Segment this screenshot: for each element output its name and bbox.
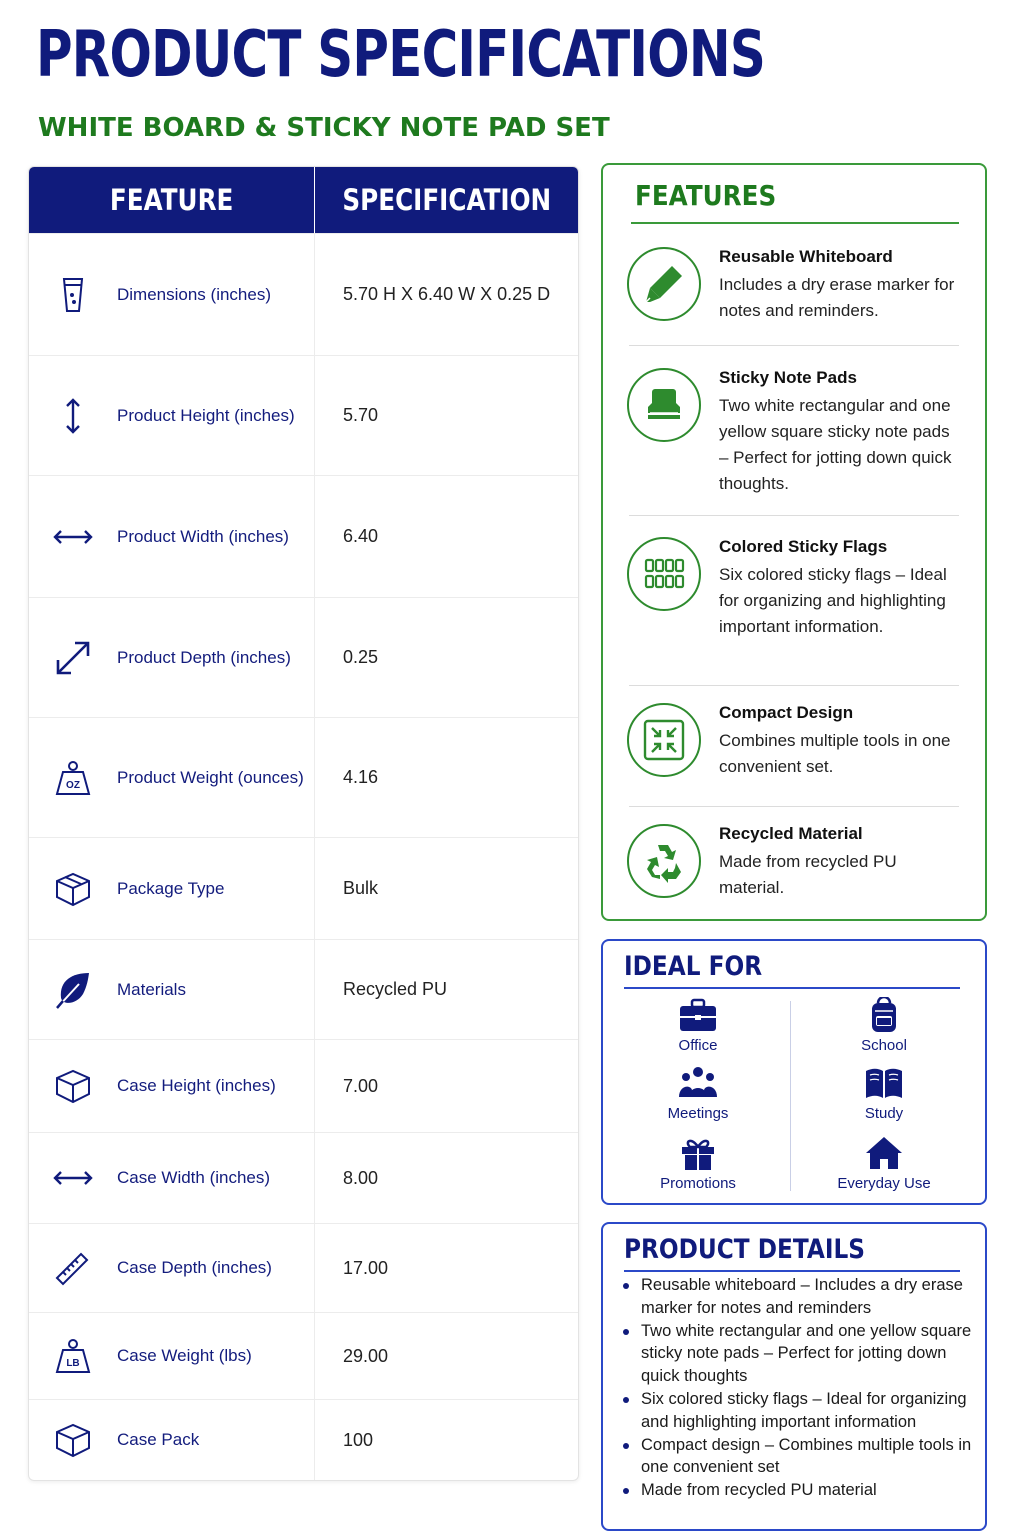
page-subtitle: WHITE BOARD & STICKY NOTE PAD SET bbox=[38, 113, 610, 143]
table-row bbox=[29, 717, 578, 837]
spec-value: 0.25 bbox=[343, 647, 379, 667]
list-item: Compact design – Combines multiple tools in one convenient set bbox=[621, 1434, 973, 1480]
feature-desc: Includes a dry erase marker for notes and reminders. bbox=[719, 275, 955, 320]
spec-table-header bbox=[29, 167, 578, 233]
spec-table bbox=[28, 166, 579, 1481]
feature-title: Recycled Material bbox=[719, 824, 863, 843]
use-label: Office bbox=[678, 1037, 718, 1054]
table-row bbox=[29, 475, 578, 597]
page-title: PRODUCT SPECIFICATIONS bbox=[36, 18, 766, 92]
list-item: Six colored sticky flags – Ideal for organizing and highlighting important information bbox=[621, 1388, 973, 1434]
feature-desc: Combines multiple tools in one convenient set. bbox=[719, 731, 951, 776]
spec-label: Package Type bbox=[117, 878, 225, 898]
svg-text:LB: LB bbox=[66, 1358, 80, 1369]
box-icon bbox=[29, 1420, 117, 1460]
gift-icon bbox=[678, 1135, 718, 1171]
spec-label: Case Weight (lbs) bbox=[117, 1346, 252, 1365]
divider bbox=[631, 222, 959, 224]
specification-column-header: SPECIFICATION bbox=[342, 183, 551, 217]
feature-title: Reusable Whiteboard bbox=[719, 247, 893, 266]
feature-item bbox=[627, 368, 959, 497]
spec-label: Case Width (inches) bbox=[117, 1168, 271, 1187]
spec-value: 4.16 bbox=[343, 767, 379, 787]
table-row bbox=[29, 1399, 578, 1480]
feature-desc: Made from recycled PU material. bbox=[719, 852, 897, 897]
table-row bbox=[29, 1312, 578, 1399]
spec-label: Product Weight (ounces) bbox=[117, 767, 304, 787]
spec-value: Bulk bbox=[343, 878, 379, 898]
table-row bbox=[29, 355, 578, 475]
product-details-list bbox=[621, 1274, 973, 1502]
spec-value: Recycled PU bbox=[343, 979, 448, 999]
feature-title: Sticky Note Pads bbox=[719, 368, 857, 387]
feature-title: Compact Design bbox=[719, 703, 854, 722]
people-icon bbox=[678, 1065, 718, 1101]
spec-label: Product Height (inches) bbox=[117, 405, 295, 425]
horizontal-arrow-icon bbox=[29, 1158, 117, 1198]
use-item-office bbox=[623, 997, 773, 1055]
product-details-title: PRODUCT DETAILS bbox=[624, 1234, 866, 1265]
feature-item bbox=[627, 703, 959, 780]
ruler-icon bbox=[29, 1248, 117, 1288]
table-row bbox=[29, 939, 578, 1039]
spec-value: 5.70 bbox=[343, 405, 379, 425]
divider bbox=[624, 987, 960, 989]
spec-label: Product Depth (inches) bbox=[117, 647, 291, 667]
divider bbox=[629, 345, 959, 346]
spec-value: 5.70 H X 6.40 W X 0.25 D bbox=[343, 284, 551, 304]
use-item-promotions bbox=[623, 1135, 773, 1193]
compact-arrows-icon bbox=[627, 703, 701, 777]
vertical-arrow-icon bbox=[29, 396, 117, 436]
list-item: Made from recycled PU material bbox=[621, 1479, 973, 1502]
spec-value: 8.00 bbox=[343, 1167, 379, 1188]
table-row bbox=[29, 1039, 578, 1132]
cup-icon bbox=[29, 275, 117, 315]
backpack-icon bbox=[864, 997, 904, 1033]
spec-label: Case Pack bbox=[117, 1430, 200, 1449]
spec-value: 29.00 bbox=[343, 1345, 389, 1366]
divider bbox=[624, 1270, 960, 1272]
divider bbox=[629, 515, 959, 516]
divider bbox=[790, 1001, 791, 1191]
spec-label: Case Depth (inches) bbox=[117, 1258, 272, 1277]
use-item-meetings bbox=[623, 1065, 773, 1123]
spec-label: Dimensions (inches) bbox=[117, 284, 271, 304]
feature-item bbox=[627, 247, 959, 324]
use-item-study bbox=[809, 1065, 959, 1123]
spec-value: 6.40 bbox=[343, 526, 379, 546]
use-item-school bbox=[809, 997, 959, 1055]
marker-icon bbox=[627, 247, 701, 321]
use-item-everyday-use bbox=[809, 1135, 959, 1193]
spec-label: Case Height (inches) bbox=[117, 1076, 276, 1095]
table-row bbox=[29, 1223, 578, 1312]
box-icon bbox=[29, 1066, 117, 1106]
feature-column-header: FEATURE bbox=[29, 167, 315, 233]
spec-label: Product Width (inches) bbox=[117, 526, 289, 546]
product-details-panel bbox=[601, 1222, 987, 1531]
list-item: Reusable whiteboard – Includes a dry erase marker for notes and reminders bbox=[621, 1274, 973, 1320]
sticky-pads-icon bbox=[627, 368, 701, 442]
features-title: FEATURES bbox=[635, 179, 777, 212]
table-row bbox=[29, 233, 578, 355]
feature-title: Colored Sticky Flags bbox=[719, 537, 888, 556]
weight-lb-icon bbox=[29, 1336, 117, 1376]
spec-value: 100 bbox=[343, 1429, 374, 1450]
spec-label: Materials bbox=[117, 979, 186, 999]
features-panel bbox=[601, 163, 987, 921]
table-row bbox=[29, 837, 578, 939]
table-row bbox=[29, 597, 578, 717]
box-icon bbox=[29, 869, 117, 909]
divider bbox=[629, 806, 959, 807]
leaf-icon bbox=[29, 970, 117, 1010]
briefcase-icon bbox=[678, 997, 718, 1033]
use-label: School bbox=[861, 1037, 907, 1054]
weight-oz-icon bbox=[29, 758, 117, 798]
use-label: Study bbox=[864, 1105, 904, 1122]
diagonal-arrow-icon bbox=[29, 638, 117, 678]
feature-desc: Six colored sticky flags – Ideal for organizing and highlighting important information. bbox=[719, 565, 947, 636]
recycle-icon bbox=[627, 824, 701, 898]
feature-desc: Two white rectangular and one yellow square sticky note pads – Perfect for jotting down quick thoughts. bbox=[719, 396, 952, 493]
svg-text:OZ: OZ bbox=[66, 779, 80, 791]
feature-item bbox=[627, 824, 959, 901]
home-icon bbox=[864, 1135, 904, 1171]
spec-value: 7.00 bbox=[343, 1075, 379, 1096]
use-label: Everyday Use bbox=[837, 1175, 931, 1192]
feature-item bbox=[627, 537, 959, 640]
sticky-flags-icon bbox=[627, 537, 701, 611]
use-label: Promotions bbox=[660, 1175, 736, 1192]
divider bbox=[629, 685, 959, 686]
table-row bbox=[29, 1132, 578, 1223]
list-item: Two white rectangular and one yellow square sticky note pads – Perfect for jotting down quick thoughts bbox=[621, 1320, 973, 1388]
ideal-for-title: IDEAL FOR bbox=[624, 951, 763, 982]
use-label: Meetings bbox=[667, 1105, 729, 1122]
ideal-for-panel bbox=[601, 939, 987, 1205]
book-icon bbox=[864, 1065, 904, 1101]
horizontal-arrow-icon bbox=[29, 517, 117, 557]
spec-value: 17.00 bbox=[343, 1257, 389, 1278]
